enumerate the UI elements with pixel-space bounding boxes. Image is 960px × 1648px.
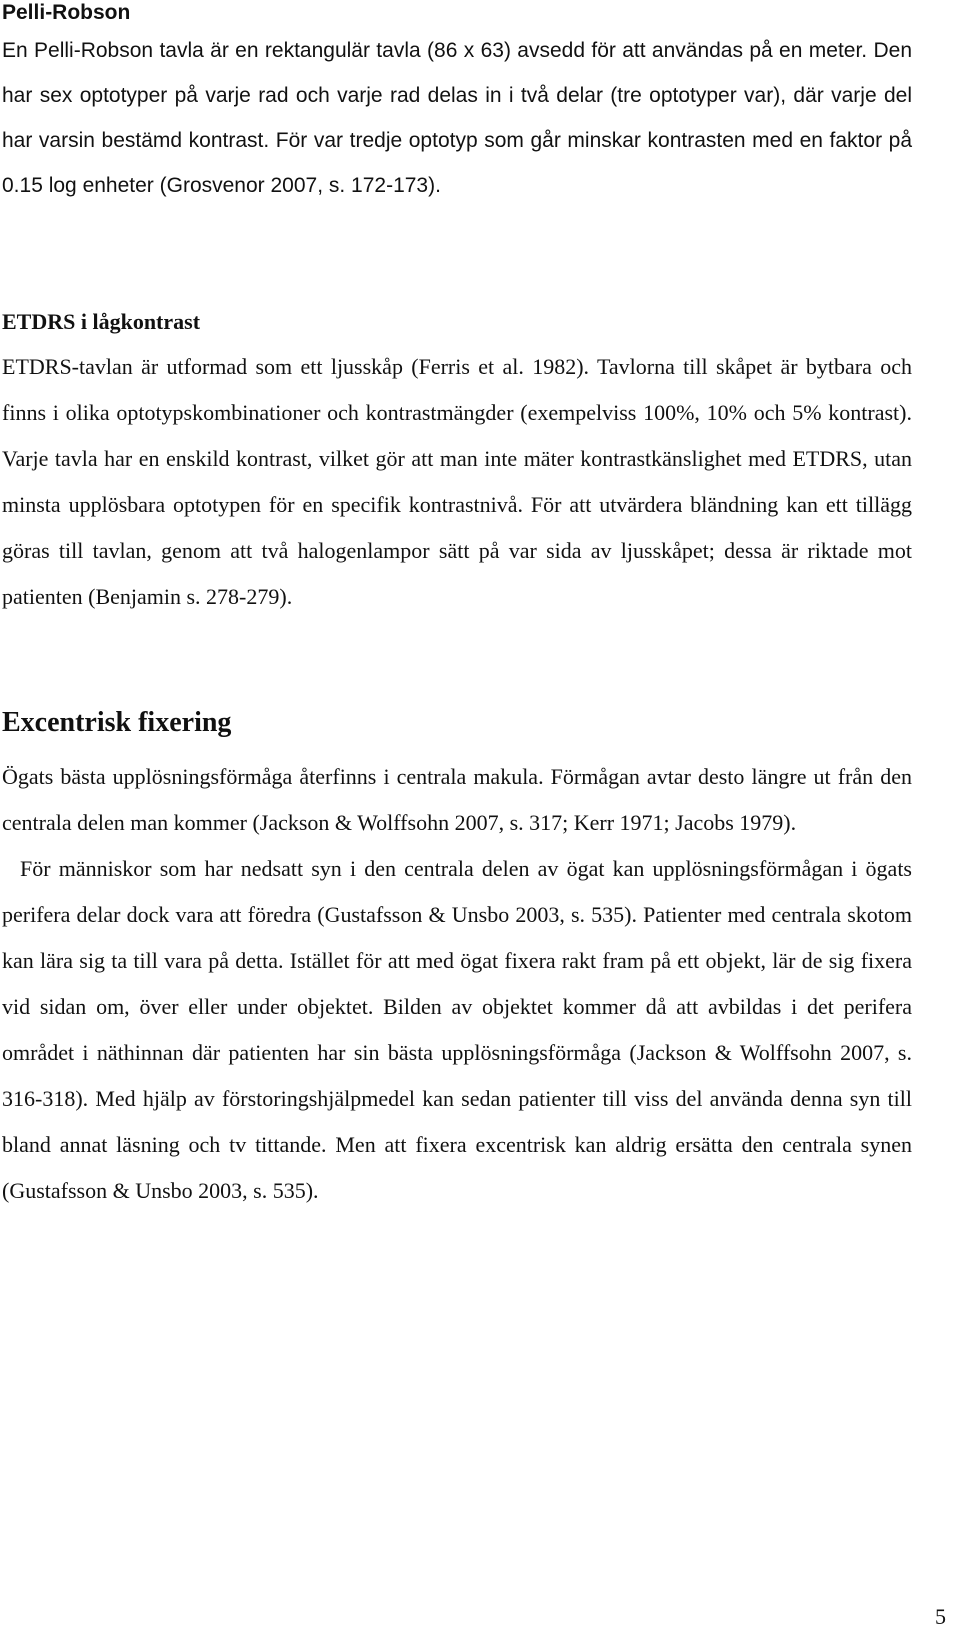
section-paragraph: För människor som har nedsatt syn i den centrala delen av ögat kan upplösningsförmågan i ögats perifera delar dock vara att föredra (Gustafsson & Unsbo 2003, s. 535). Patienter med centrala skotom kan lära sig ta till vara på detta. Istället för att med ögat fixera rakt fram på ett objekt, lär de sig fixera vid sidan om, över eller under objektet. Bilden av objektet kommer då att avbildas i det perifera området i näthinnan där patienten har sin bästa upplösningsförmåga (Jackson & Wolffsohn 2007, s. 316-318). Med hjälp av förstoringshjälpmedel kan sedan patienter till viss del använda denna syn till bland annat läsning och tv tittande. Men att fixera excentrisk kan aldrig ersätta den centrala synen (Gustafsson & Unsbo 2003, s. 535). [2, 856, 912, 1203]
page-number: 5 [935, 1604, 946, 1629]
section-paragraph: ETDRS-tavlan är utformad som ett ljusskåp (Ferris et al. 1982). Tavlorna till skåpet är bytbara och finns i olika optotypskombinationer och kontrastmängder (exempelviss 100%, 10% och 5% kontrast). Varje tavla har en enskild kontrast, vilket gör att man inte mäter kontrastkänslighet med ETDRS, utan minsta upplösbara optotypen för en specifik kontrastnivå. För att utvärdera bländning kan ett tillägg göras till tavlan, genom att två halogenlampor sätt på var sida av ljusskåpet; dessa är riktade mot patienten (Benjamin s. 278-279). [2, 354, 912, 609]
section-paragraph: En Pelli-Robson tavla är en rektangulär tavla (86 x 63) avsedd för att användas på en meter. Den har sex optotyper på varje rad och varje rad delas in i två delar (tre optotyper var), där varje del har varsin bestämd kontrast. För var tredje optotyp som går minskar kontrasten med en faktor på 0.15 log enheter (Grosvenor 2007, s. 172-173). [2, 39, 912, 197]
section-etdrs [2, 308, 912, 620]
section-excentrisk-fixering [2, 706, 912, 1214]
section-heading: ETDRS i lågkontrast [2, 309, 201, 334]
section-heading: Excentrisk fixering [2, 707, 232, 738]
section-heading: Pelli-Robson [2, 1, 131, 24]
section-paragraph: Ögats bästa upplösningsförmåga återfinns i centrala makula. Förmågan avtar desto längre ut från den centrala delen man kommer (Jackson & Wolffsohn 2007, s. 317; Kerr 1971; Jacobs 1979). [2, 764, 912, 835]
section-pelli-robson [2, 0, 912, 208]
